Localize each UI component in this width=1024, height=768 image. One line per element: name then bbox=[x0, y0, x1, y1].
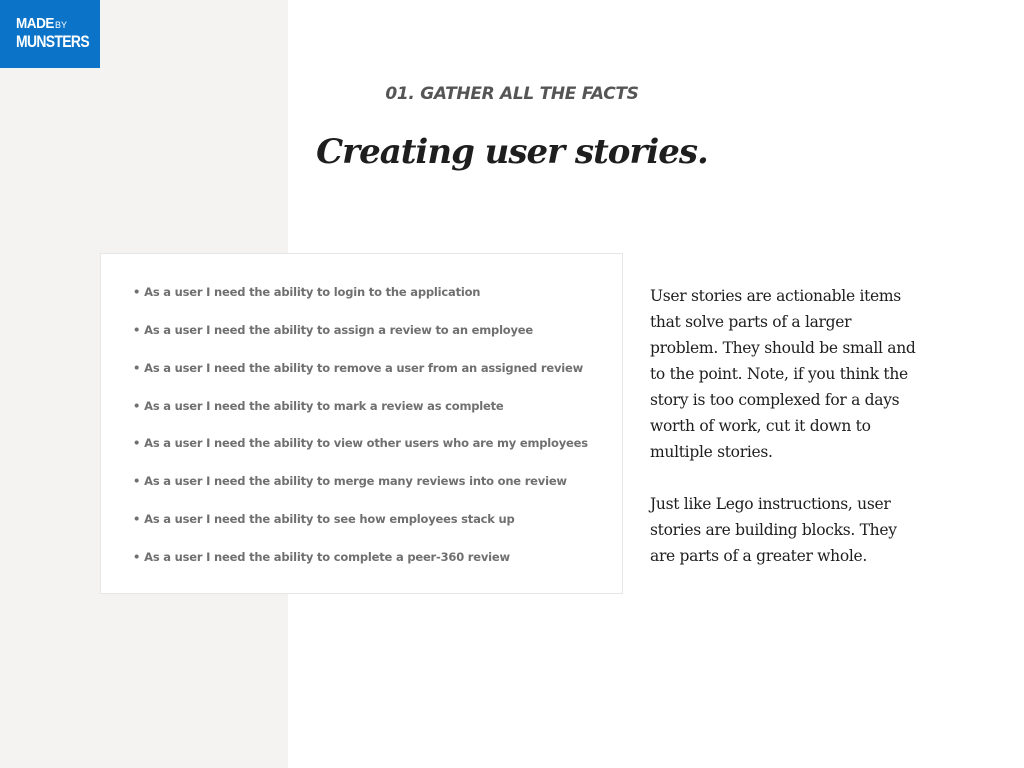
story-item bbox=[133, 512, 515, 526]
story-text: As a user I need the ability to complete a peer-360 review bbox=[144, 550, 510, 564]
story-text: As a user I need the ability to see how employees stack up bbox=[144, 512, 515, 526]
logo-munsters-text: MUNSTERS bbox=[16, 32, 89, 51]
story-item bbox=[133, 285, 480, 299]
story-text: As a user I need the ability to login to the application bbox=[144, 285, 481, 299]
story-text: As a user I need the ability to assign a review to an employee bbox=[144, 323, 534, 337]
user-stories-card bbox=[100, 253, 623, 594]
made-by-munsters-logo bbox=[0, 0, 100, 68]
story-text: As a user I need the ability to mark a review as complete bbox=[144, 399, 504, 413]
slide-title: Creating user stories. bbox=[316, 132, 708, 172]
story-item bbox=[133, 323, 533, 337]
bullet-icon: • bbox=[133, 436, 141, 450]
story-item bbox=[133, 474, 567, 488]
section-eyebrow: 01. GATHER ALL THE FACTS bbox=[385, 84, 639, 104]
bullet-icon: • bbox=[133, 323, 141, 337]
user-stories-description bbox=[650, 283, 920, 595]
bullet-icon: • bbox=[133, 550, 141, 564]
story-item bbox=[133, 436, 588, 450]
description-paragraph-2: Just like Lego instructions, user stories are building blocks. They are parts of a greater whole. bbox=[650, 495, 897, 565]
bullet-icon: • bbox=[133, 285, 141, 299]
logo-made-text: MADE bbox=[16, 15, 54, 32]
bullet-icon: • bbox=[133, 474, 141, 488]
logo-by-text: BY bbox=[55, 20, 68, 30]
story-text: As a user I need the ability to view other users who are my employees bbox=[144, 436, 588, 450]
story-item bbox=[133, 361, 583, 375]
story-text: As a user I need the ability to remove a user from an assigned review bbox=[144, 361, 584, 375]
story-item bbox=[133, 399, 504, 413]
description-paragraph-1: User stories are actionable items that solve parts of a larger problem. They should be small and to the point. Note, if you think the story is too complexed for a days worth of work, cut it down to multiple stories. bbox=[650, 287, 916, 461]
bullet-icon: • bbox=[133, 399, 141, 413]
bullet-icon: • bbox=[133, 512, 141, 526]
story-item bbox=[133, 550, 510, 564]
story-text: As a user I need the ability to merge many reviews into one review bbox=[144, 474, 567, 488]
bullet-icon: • bbox=[133, 361, 141, 375]
